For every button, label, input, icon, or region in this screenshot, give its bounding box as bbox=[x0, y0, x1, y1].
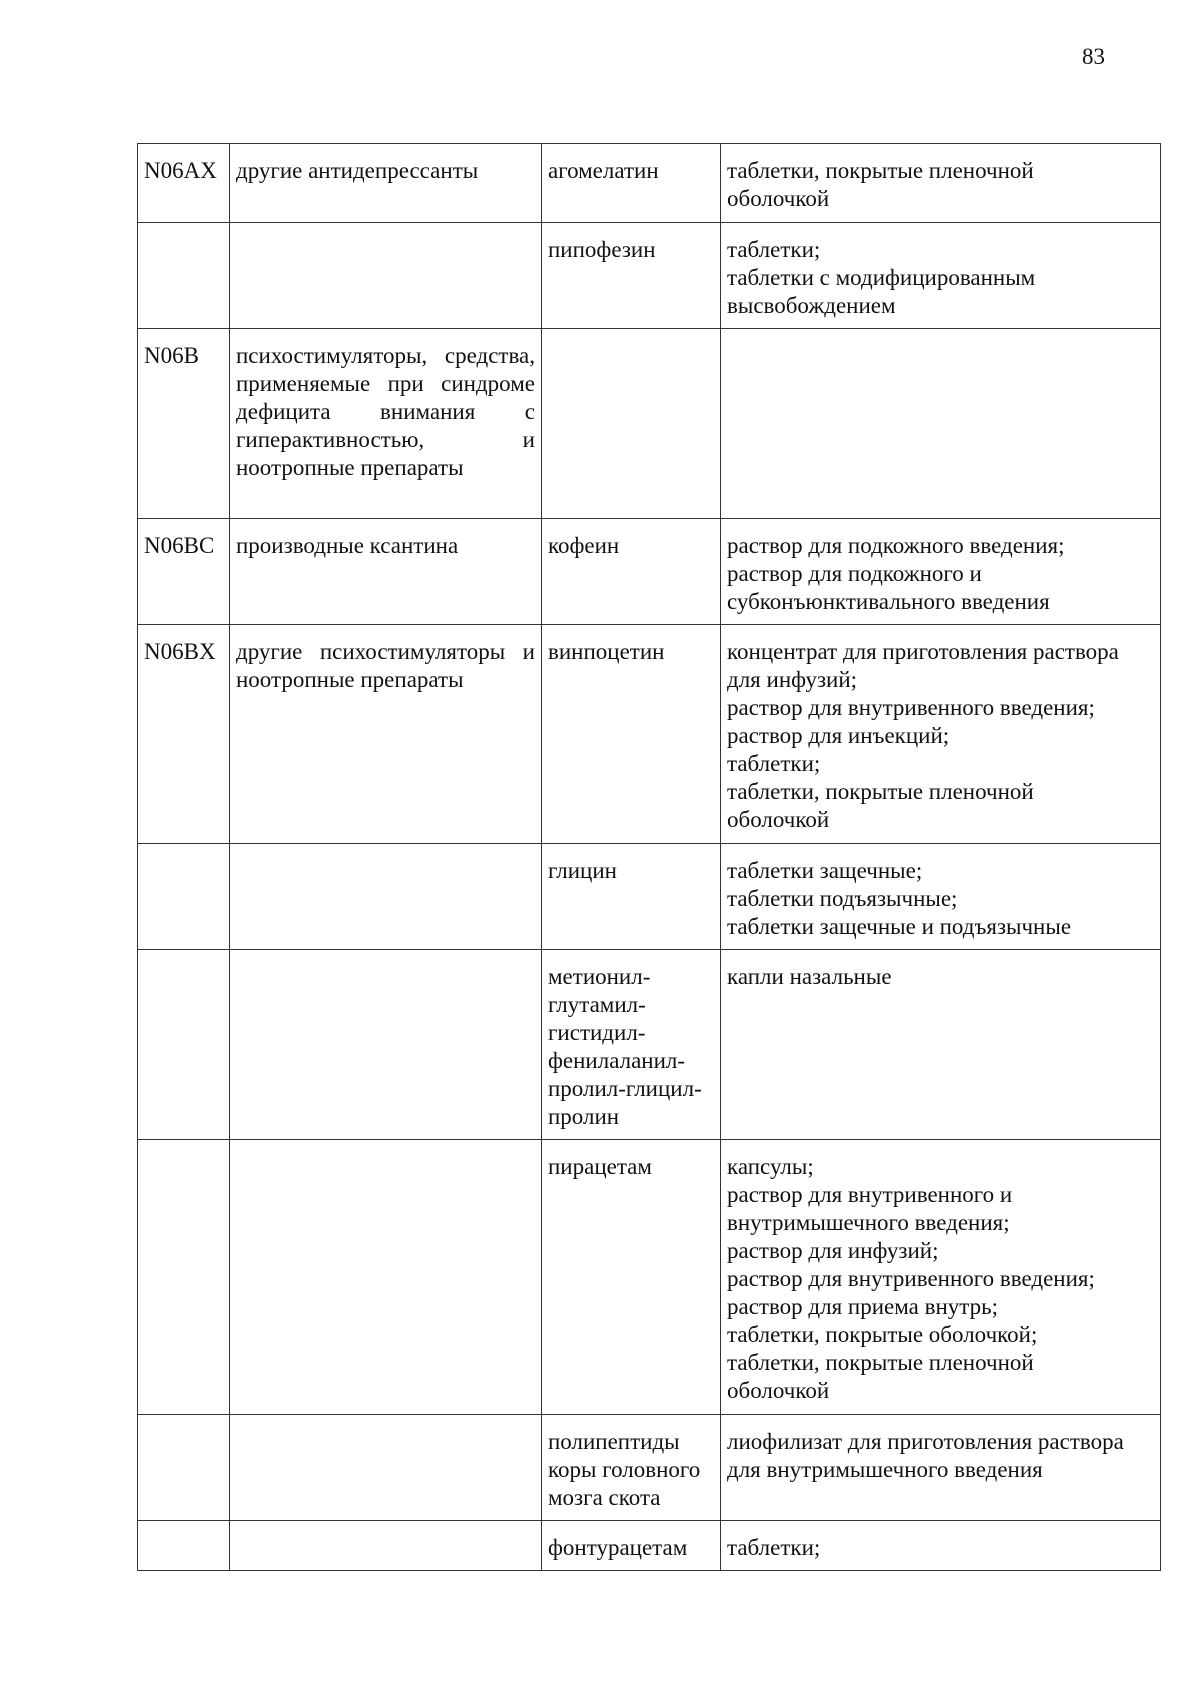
group-text-line: производные ксантина bbox=[236, 533, 459, 558]
drug-name-cell bbox=[542, 625, 721, 844]
table-row bbox=[138, 1415, 1161, 1521]
dosage-form-line: таблетки, покрытые пленочной bbox=[727, 158, 1034, 183]
dosage-form-line: таблетки защечные; bbox=[727, 858, 923, 883]
drug-name-line: пирацетам bbox=[548, 1154, 652, 1179]
drug-name-cell bbox=[542, 844, 721, 950]
pharmacological-group-cell bbox=[230, 1521, 542, 1571]
group-text-line: ноотропные препараты bbox=[236, 455, 464, 480]
dosage-form-line: лиофилизат для приготовления раствора bbox=[727, 1429, 1124, 1454]
dosage-form-line: капли назальные bbox=[727, 964, 892, 989]
dosage-form-line: раствор для инъекций; bbox=[727, 723, 950, 748]
atc-code-cell bbox=[138, 844, 230, 950]
dosage-form-line: таблетки; bbox=[727, 751, 821, 776]
drug-name-line: пролин bbox=[548, 1104, 620, 1129]
dosage-form-line: внутримышечного введения; bbox=[727, 1210, 1010, 1235]
dosage-form-line: таблетки, покрытые пленочной bbox=[727, 779, 1034, 804]
dosage-form-line: раствор для внутривенного введения; bbox=[727, 1266, 1095, 1291]
dosage-form-cell bbox=[721, 223, 1161, 329]
dosage-form-line: таблетки, покрытые оболочкой; bbox=[727, 1322, 1038, 1347]
atc-code-cell bbox=[138, 1521, 230, 1571]
dosage-form-line: раствор для подкожного и bbox=[727, 561, 982, 586]
table-row bbox=[138, 1521, 1161, 1571]
group-text-line: ноотропные препараты bbox=[236, 667, 464, 692]
drug-name-line: полипептиды bbox=[548, 1429, 680, 1454]
group-text-line: гиперактивностью, и bbox=[236, 427, 535, 452]
page-number: 83 bbox=[1082, 44, 1105, 69]
dosage-form-cell bbox=[721, 844, 1161, 950]
table-row bbox=[138, 844, 1161, 950]
group-text-line: другие антидепрессанты bbox=[236, 158, 479, 183]
dosage-form-line: раствор для внутривенного и bbox=[727, 1182, 1013, 1207]
dosage-form-line: оболочкой bbox=[727, 186, 830, 211]
atc-code-cell: N06B bbox=[138, 329, 230, 519]
dosage-form-cell bbox=[721, 329, 1161, 519]
drug-name-line: фенилаланил- bbox=[548, 1048, 686, 1073]
pharmacological-group-cell bbox=[230, 519, 542, 625]
dosage-form-cell bbox=[721, 950, 1161, 1140]
drug-name-line: пролил-глицил- bbox=[548, 1076, 702, 1101]
dosage-form-line: раствор для инфузий; bbox=[727, 1238, 939, 1263]
drug-name-cell bbox=[542, 519, 721, 625]
dosage-form-line: таблетки; bbox=[727, 1535, 821, 1560]
pharmacological-group-cell bbox=[230, 1140, 542, 1415]
drug-name-cell bbox=[542, 144, 721, 223]
dosage-form-cell bbox=[721, 1140, 1161, 1415]
table-row bbox=[138, 223, 1161, 329]
group-text-line: психостимуляторы, bbox=[236, 343, 428, 368]
group-text-line: другие психостимуляторы и bbox=[236, 639, 535, 664]
drug-name-line: глицин bbox=[548, 858, 617, 883]
drug-name-line: кофеин bbox=[548, 533, 620, 558]
pharmacological-group-cell bbox=[230, 950, 542, 1140]
drug-name-line: фонтурацетам bbox=[548, 1535, 688, 1560]
dosage-form-line: раствор для подкожного введения; bbox=[727, 533, 1065, 558]
dosage-form-cell bbox=[721, 1415, 1161, 1521]
drug-name-line: метионил- bbox=[548, 964, 651, 989]
drug-name-line: пипофезин bbox=[548, 237, 656, 262]
drug-name-line: винпоцетин bbox=[548, 639, 665, 664]
atc-code-cell: N06AX bbox=[138, 144, 230, 223]
dosage-form-line: таблетки подъязычные; bbox=[727, 886, 958, 911]
atc-code-cell bbox=[138, 1415, 230, 1521]
drug-name-cell bbox=[542, 1415, 721, 1521]
table-row bbox=[138, 950, 1161, 1140]
dosage-form-line: таблетки, покрытые пленочной bbox=[727, 1350, 1034, 1375]
drug-name-cell bbox=[542, 1521, 721, 1571]
group-text-line: синдроме дефицита bbox=[236, 371, 536, 424]
drug-name-cell bbox=[542, 223, 721, 329]
table-row bbox=[138, 144, 1161, 223]
table-row bbox=[138, 625, 1161, 844]
pharmacological-group-cell bbox=[230, 223, 542, 329]
pharmacological-group-cell bbox=[230, 844, 542, 950]
group-text-line: средства, применяемые при bbox=[236, 343, 535, 396]
dosage-form-line: высвобождением bbox=[727, 293, 896, 318]
atc-code-cell: N06BX bbox=[138, 625, 230, 844]
dosage-form-line: концентрат для приготовления раствора bbox=[727, 639, 1119, 664]
drug-table bbox=[137, 143, 1161, 1571]
dosage-form-line: раствор для внутривенного введения; bbox=[727, 695, 1095, 720]
pharmacological-group-cell bbox=[230, 1415, 542, 1521]
drug-name-line: агомелатин bbox=[548, 158, 659, 183]
dosage-form-line: субконъюнктивального введения bbox=[727, 589, 1050, 614]
dosage-form-line: раствор для приема внутрь; bbox=[727, 1294, 998, 1319]
dosage-form-line: таблетки; bbox=[727, 237, 821, 262]
table-row bbox=[138, 329, 1161, 519]
dosage-form-line: таблетки с модифицированным bbox=[727, 265, 1036, 290]
atc-code-cell bbox=[138, 223, 230, 329]
pharmacological-group-cell bbox=[230, 625, 542, 844]
atc-code-cell bbox=[138, 1140, 230, 1415]
drug-name-cell bbox=[542, 1140, 721, 1415]
dosage-form-line: оболочкой bbox=[727, 807, 830, 832]
drug-name-line: мозга скота bbox=[548, 1485, 661, 1510]
dosage-form-line: капсулы; bbox=[727, 1154, 814, 1179]
drug-name-line: глутамил- bbox=[548, 992, 646, 1017]
table-row bbox=[138, 1140, 1161, 1415]
table-body bbox=[138, 144, 1161, 1571]
dosage-form-cell bbox=[721, 144, 1161, 223]
dosage-form-line: таблетки защечные и подъязычные bbox=[727, 914, 1072, 939]
dosage-form-line: для инфузий; bbox=[727, 667, 858, 692]
atc-code-cell: N06BC bbox=[138, 519, 230, 625]
atc-code-cell bbox=[138, 950, 230, 1140]
table-row bbox=[138, 519, 1161, 625]
drug-name-line: гистидил- bbox=[548, 1020, 646, 1045]
pharmacological-group-cell bbox=[230, 144, 542, 223]
pharmacological-group-cell bbox=[230, 329, 542, 519]
dosage-form-cell bbox=[721, 1521, 1161, 1571]
drug-name-cell bbox=[542, 329, 721, 519]
drug-name-line: коры головного bbox=[548, 1457, 701, 1482]
drug-name-cell bbox=[542, 950, 721, 1140]
group-text-line: внимания с bbox=[380, 399, 535, 424]
dosage-form-cell bbox=[721, 625, 1161, 844]
dosage-form-cell bbox=[721, 519, 1161, 625]
dosage-form-line: для внутримышечного введения bbox=[727, 1457, 1043, 1482]
dosage-form-line: оболочкой bbox=[727, 1378, 830, 1403]
